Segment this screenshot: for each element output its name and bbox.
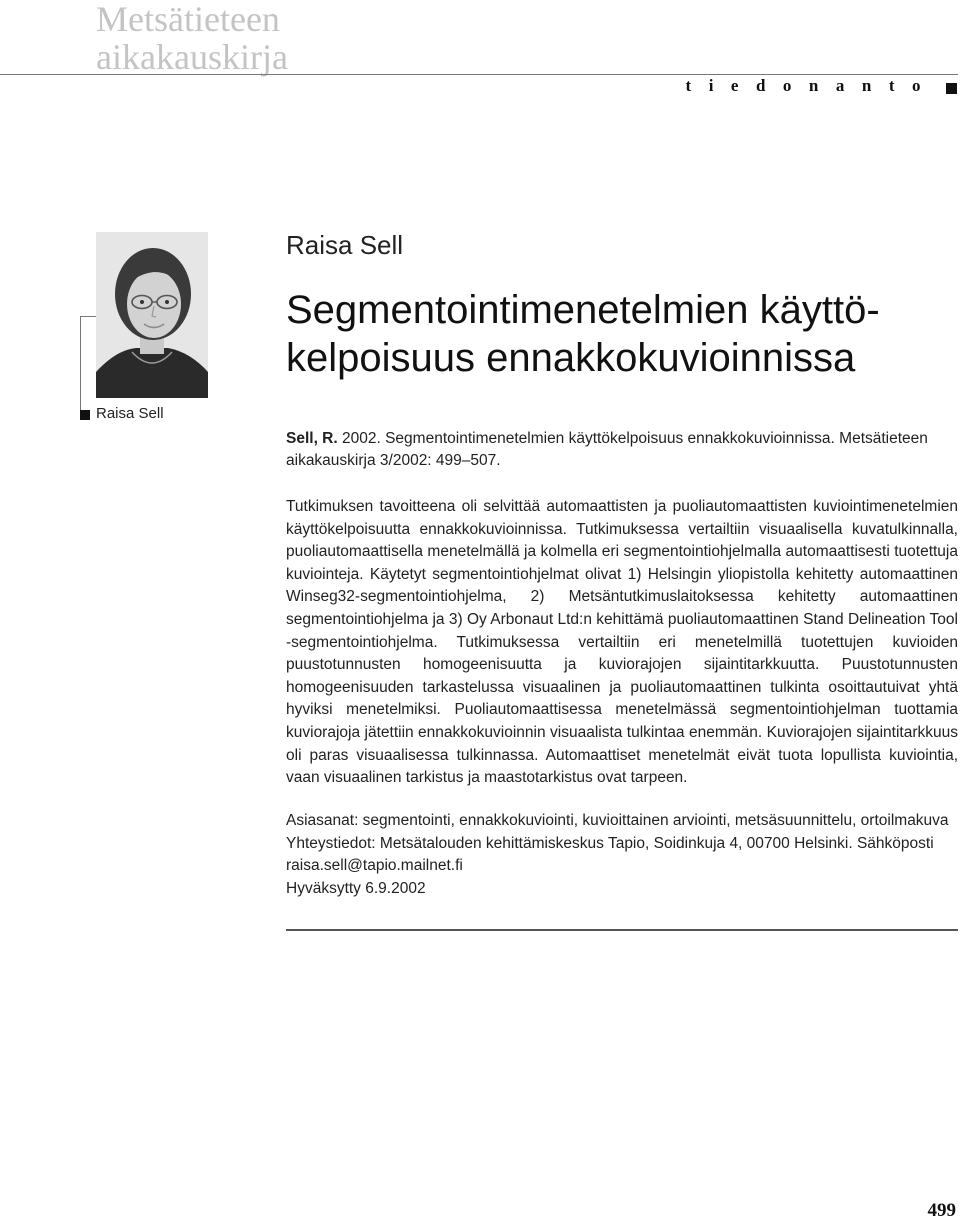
author-portrait-image	[96, 232, 208, 398]
caption-marker-square	[80, 410, 90, 420]
journal-title	[96, 0, 288, 76]
photo-caption: Raisa Sell	[96, 405, 164, 422]
article-title-line1: Segmentointimenetelmien käyttö-	[286, 288, 880, 332]
abstract: Tutkimuksen tavoitteena oli selvittää automaattisten ja puoliautomaattisten kuviointimenetelmien käyttökelpoisuutta ennakkokuvioinnissa. Tutkimuksessa vertailtiin visuaalisella kuvatulkinnalla, puoliautomaattisella menetelmällä ja kolmella eri segmentointiohjelmalla automaattisesti tuotettuja kuviointeja. Käytetyt segmentointiohjelmat olivat 1) Helsingin yliopistolla kehitetty automaattinen Winseg32-segmentointiohjelma, 2) Metsäntutkimuslaitoksessa kehitetty automaattinen segmentointiohjelma ja 3) Oy Arbonaut Ltd:n kehittämä puoliautomaattinen Stand Delineation Tool -segmentointiohjelma. Tutkimuksessa vertailtiin eri menetelmillä tuotettujen kuvioiden puustotunnusten homogeenisuutta ja kuviorajojen sijaintitarkkuutta. Puustotunnusten homogeenisuuden tarkastelussa visuaalinen ja puoliautomaattinen tulkinta osoittautuivat yhtä hyviksi menetelmiksi. Puoliautomaattisessa menetelmässä segmentointiohjelman tuottamia kuviorajoja jätettiin ennakkokuvioinnin visuaalista tulkintaa enemmän. Kuviorajojen sijaintitarkkuus oli paras visuaalisessa tulkinnassa. Automaattiset menetelmät eivät tuota lopullista kuviointia, vaan visuaalinen tarkistus ja maastotarkistus ovat tarpeen.	[286, 498, 958, 787]
journal-title-line2: aikakauskirja	[96, 37, 288, 77]
article-author: Raisa Sell	[286, 230, 404, 260]
citation	[286, 428, 958, 472]
photo-bracket-vertical	[80, 316, 81, 416]
article-title-line2: kelpoisuus ennakkokuvioinnissa	[286, 336, 856, 380]
author-photo	[96, 232, 208, 398]
section-label: tiedonanto	[685, 76, 938, 95]
citation-text: 2002. Segmentointimenetelmien käyttökelpoisuus ennakkokuvioinnissa. Metsätieteen aikakauskirja 3/2002: 499–507.	[286, 430, 928, 469]
article-metadata	[286, 810, 958, 900]
keywords: Asiasanat: segmentointi, ennakkokuviointi, kuvioittainen arviointi, metsäsuunnittelu, ortoilmakuva	[286, 812, 949, 829]
photo-bracket-horizontal	[80, 316, 96, 317]
contact-info: Yhteystiedot: Metsätalouden kehittämiskeskus Tapio, Soidinkuja 4, 00700 Helsinki. Sähköposti raisa.sell@tapio.mailnet.fi	[286, 834, 934, 875]
section-marker-square	[946, 83, 957, 94]
header-rule	[0, 74, 958, 75]
citation-authors: Sell, R.	[286, 430, 338, 447]
journal-title-line1: Metsätieteen	[96, 0, 280, 39]
page-number: 499	[927, 1200, 956, 1221]
article-title	[286, 286, 946, 382]
accepted-date: Hyväksytty 6.9.2002	[286, 879, 426, 897]
metadata-bottom-rule	[286, 929, 958, 931]
